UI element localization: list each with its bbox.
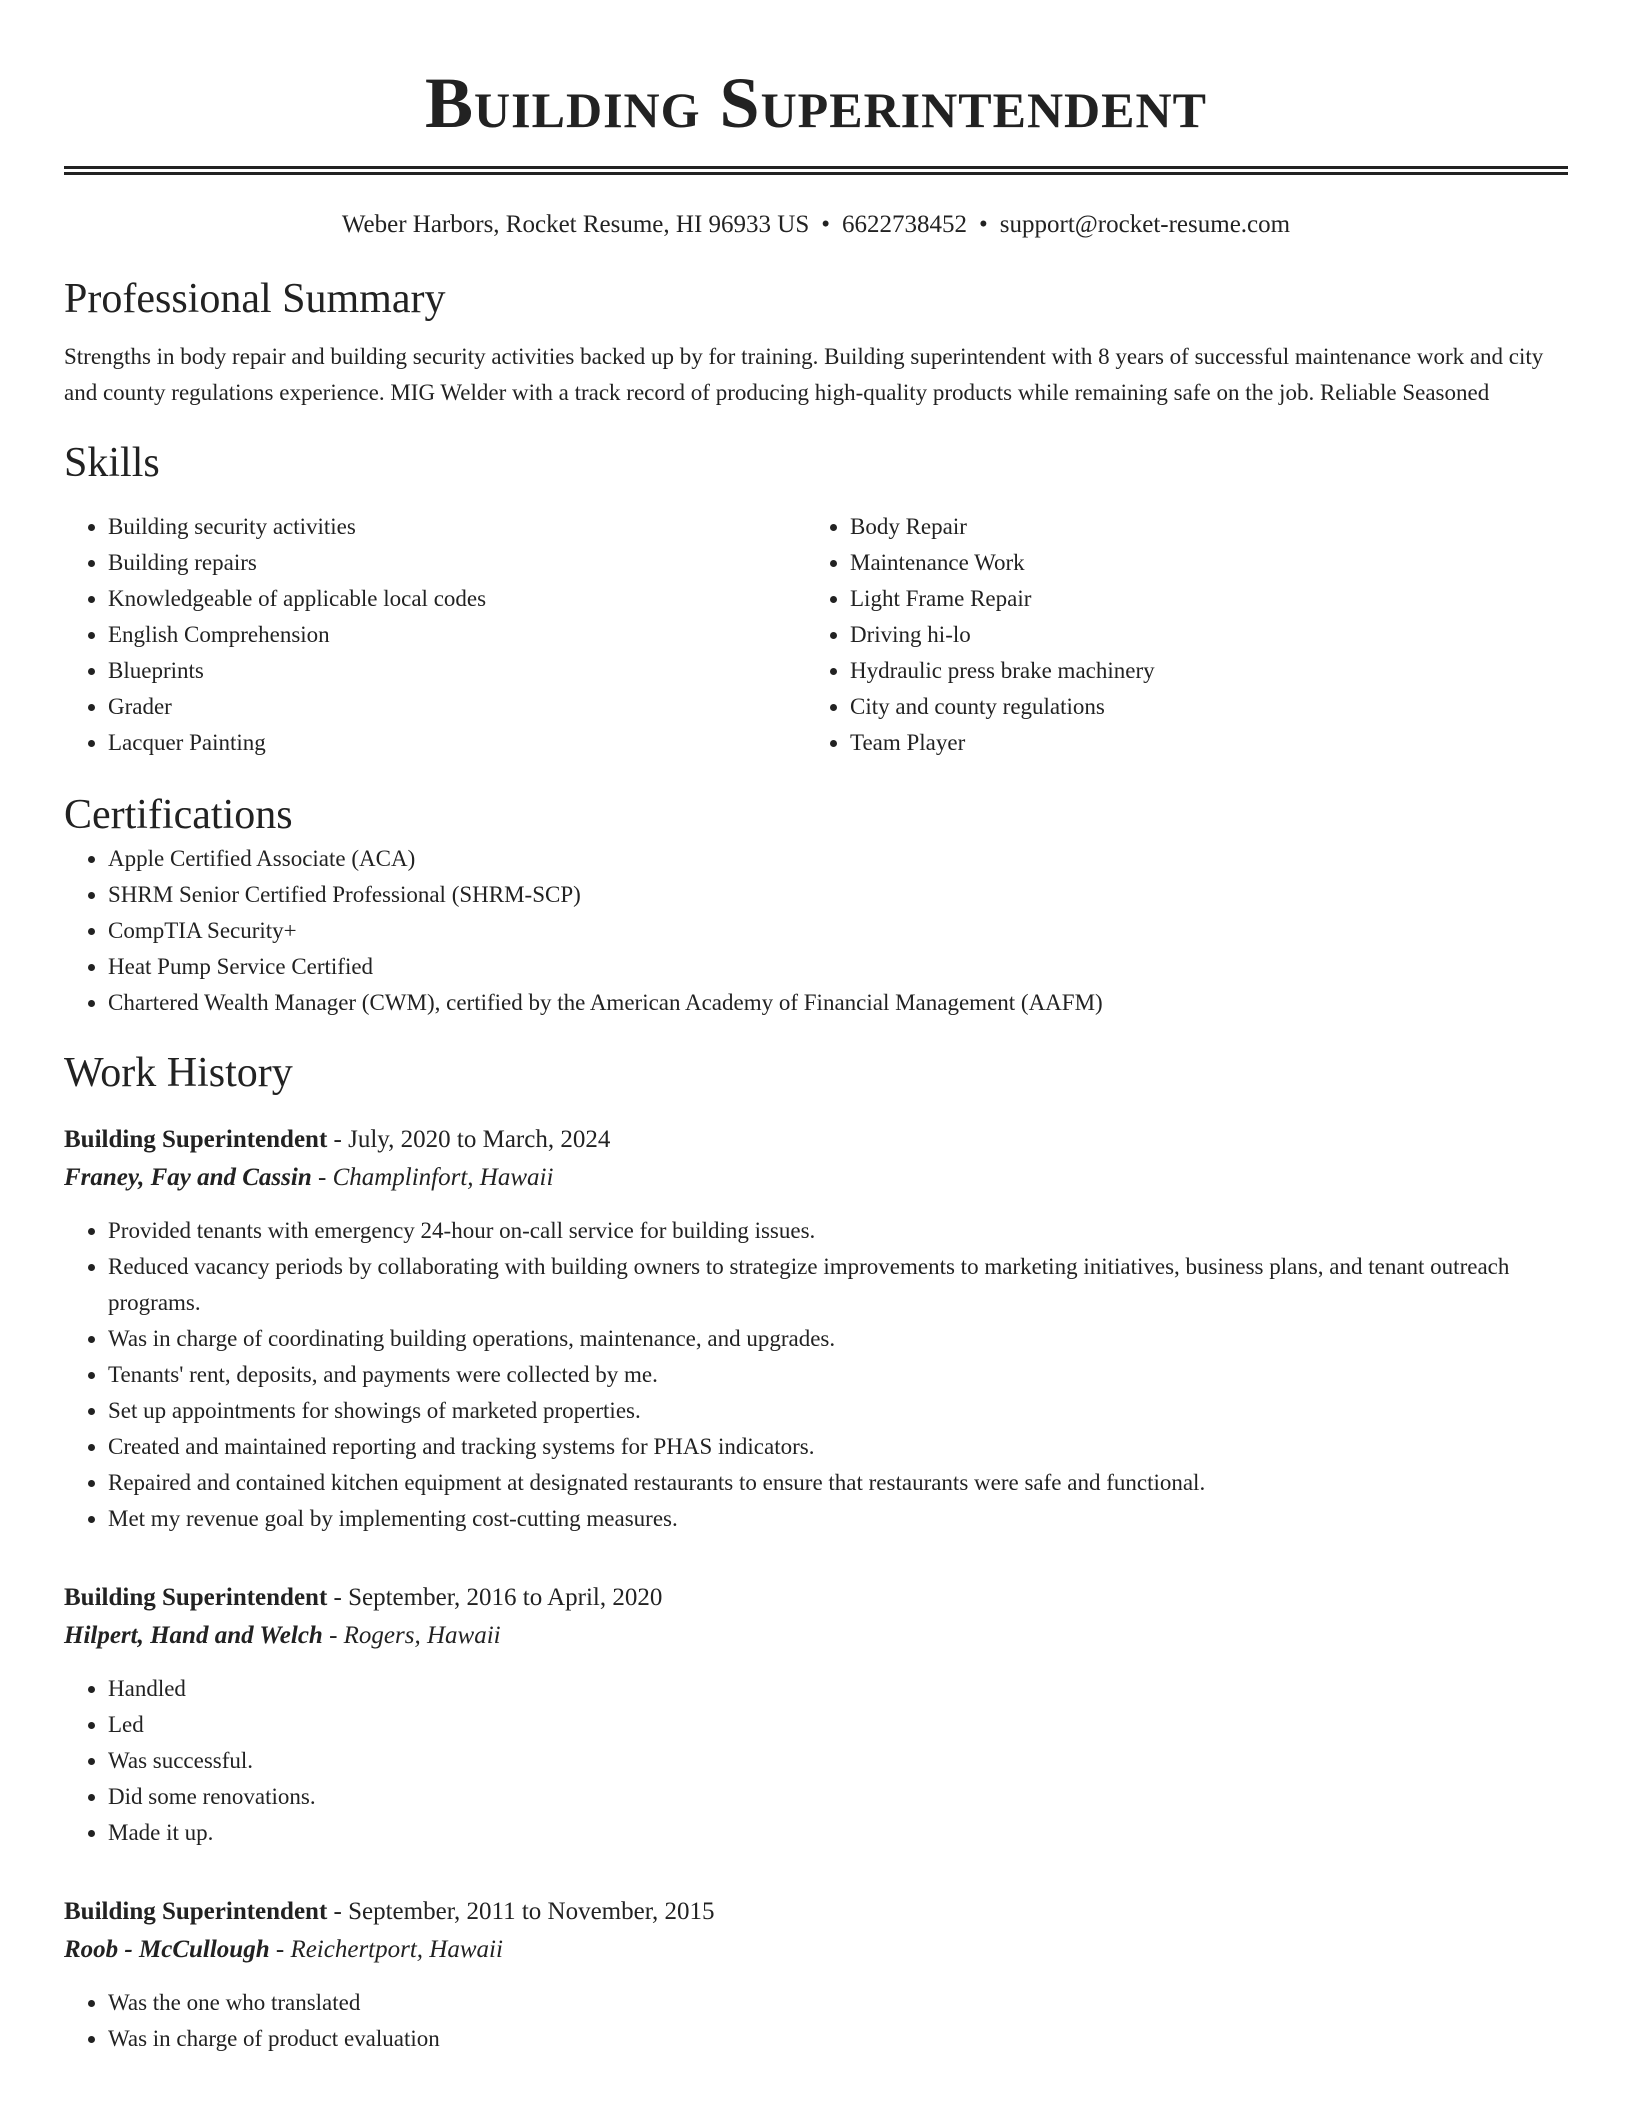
employer-name: Hilpert, Hand and Welch xyxy=(64,1622,323,1649)
skill-item: • Building repairs xyxy=(108,545,806,581)
job-bullet: • Met my revenue goal by implementing cost-cutting measures. xyxy=(108,1501,1568,1537)
certification-item: • Chartered Wealth Manager (CWM), certified by the American Academy of Financial Management (AAFM) xyxy=(108,985,1568,1021)
job-bullets xyxy=(64,1213,1568,1537)
certification-item: • Heat Pump Service Certified xyxy=(108,949,1568,985)
skill-item: • Body Repair xyxy=(850,509,1548,545)
employer-dash: - xyxy=(269,1936,291,1963)
certification-item: • CompTIA Security+ xyxy=(108,913,1568,949)
certification-item: • SHRM Senior Certified Professional (SHRM-SCP) xyxy=(108,877,1568,913)
resume-title: Building Superintendent xyxy=(425,63,1207,143)
skills-list-right xyxy=(850,509,1548,761)
job-bullet: • Handled xyxy=(108,1671,1568,1707)
employer-name: Franey, Fay and Cassin xyxy=(64,1164,312,1191)
job-bullet: • Was the one who translated xyxy=(108,1985,1568,2021)
skills-grid xyxy=(64,509,1568,761)
skills-column-right xyxy=(806,509,1548,761)
skill-item: • Light Frame Repair xyxy=(850,581,1548,617)
job-bullet: • Led xyxy=(108,1707,1568,1743)
work-history-heading: Work History xyxy=(64,1050,293,1096)
skill-item: • Lacquer Painting xyxy=(108,725,806,761)
skills-heading: Skills xyxy=(64,440,160,486)
job-bullets xyxy=(64,1671,1568,1851)
job-dash: - xyxy=(327,1898,349,1925)
certifications-list xyxy=(64,841,1568,1021)
job-entry xyxy=(64,1121,1568,1537)
title-divider xyxy=(64,166,1568,175)
job-bullet: • Was in charge of coordinating building operations, maintenance, and upgrades. xyxy=(108,1321,1568,1357)
job-title: Building Superintendent xyxy=(64,1584,328,1611)
job-entry xyxy=(64,1893,1568,2057)
certifications-heading: Certifications xyxy=(64,792,293,838)
job-dates: September, 2011 to November, 2015 xyxy=(348,1898,715,1925)
contact-line xyxy=(64,208,1568,242)
contact-phone: 6622738452 xyxy=(842,211,968,238)
job-bullet: • Tenants' rent, deposits, and payments were collected by me. xyxy=(108,1357,1568,1393)
job-entry xyxy=(64,1579,1568,1851)
job-bullet: • Provided tenants with emergency 24-hour on-call service for building issues. xyxy=(108,1213,1568,1249)
contact-separator: • xyxy=(979,211,988,238)
job-title-line xyxy=(64,1893,1568,1931)
skill-item: • English Comprehension xyxy=(108,617,806,653)
job-bullets xyxy=(64,1985,1568,2057)
skill-item: • City and county regulations xyxy=(850,689,1548,725)
skills-list-left xyxy=(108,509,806,761)
job-title-line xyxy=(64,1579,1568,1617)
resume-page xyxy=(64,0,1568,2057)
employer-line xyxy=(64,1617,1568,1655)
job-dates: September, 2016 to April, 2020 xyxy=(348,1584,663,1611)
employer-dash: - xyxy=(311,1164,333,1191)
job-dates: July, 2020 to March, 2024 xyxy=(348,1126,611,1153)
skill-item: • Hydraulic press brake machinery xyxy=(850,653,1548,689)
job-bullet: • Made it up. xyxy=(108,1815,1568,1851)
job-bullet: • Was in charge of product evaluation xyxy=(108,2021,1568,2057)
contact-email: support@rocket-resume.com xyxy=(999,211,1291,238)
skills-column-left xyxy=(64,509,806,761)
job-bullet: • Did some renovations. xyxy=(108,1779,1568,1815)
skill-item: • Maintenance Work xyxy=(850,545,1548,581)
job-dash: - xyxy=(327,1584,349,1611)
summary-text: Strengths in body repair and building security activities backed up by for training. Building superintendent with 8 years of successful maintenance work and city and county regulations experience. MIG Welder with a track record of producing high-quality products while remaining safe on the job. Reliable Seasoned xyxy=(64,344,1544,405)
job-bullet: • Repaired and contained kitchen equipment at designated restaurants to ensure that restaurants were safe and functional. xyxy=(108,1465,1568,1501)
skill-item: • Knowledgeable of applicable local codes xyxy=(108,581,806,617)
certification-item: • Apple Certified Associate (ACA) xyxy=(108,841,1568,877)
employer-location: Reichertport, Hawaii xyxy=(290,1936,503,1963)
employer-name: Roob - McCullough xyxy=(64,1936,270,1963)
employer-dash: - xyxy=(322,1622,344,1649)
job-bullet: • Set up appointments for showings of marketed properties. xyxy=(108,1393,1568,1429)
employer-location: Rogers, Hawaii xyxy=(343,1622,501,1649)
employer-location: Champlinfort, Hawaii xyxy=(332,1164,554,1191)
summary-heading: Professional Summary xyxy=(64,276,446,322)
job-title-line xyxy=(64,1121,1568,1159)
skill-item: • Driving hi-lo xyxy=(850,617,1548,653)
job-bullet: • Reduced vacancy periods by collaborating with building owners to strategize improvements to marketing initiatives, business plans, and tenant outreach programs. xyxy=(108,1249,1568,1321)
contact-address: Weber Harbors, Rocket Resume, HI 96933 US xyxy=(341,211,810,238)
job-bullet: • Created and maintained reporting and tracking systems for PHAS indicators. xyxy=(108,1429,1568,1465)
skill-item: • Team Player xyxy=(850,725,1548,761)
job-title: Building Superintendent xyxy=(64,1126,328,1153)
job-bullet: • Was successful. xyxy=(108,1743,1568,1779)
employer-line xyxy=(64,1159,1568,1197)
skill-item: • Building security activities xyxy=(108,509,806,545)
job-dash: - xyxy=(327,1126,349,1153)
employer-line xyxy=(64,1931,1568,1969)
skill-item: • Grader xyxy=(108,689,806,725)
contact-separator: • xyxy=(821,211,831,238)
skill-item: • Blueprints xyxy=(108,653,806,689)
job-title: Building Superintendent xyxy=(64,1898,328,1925)
